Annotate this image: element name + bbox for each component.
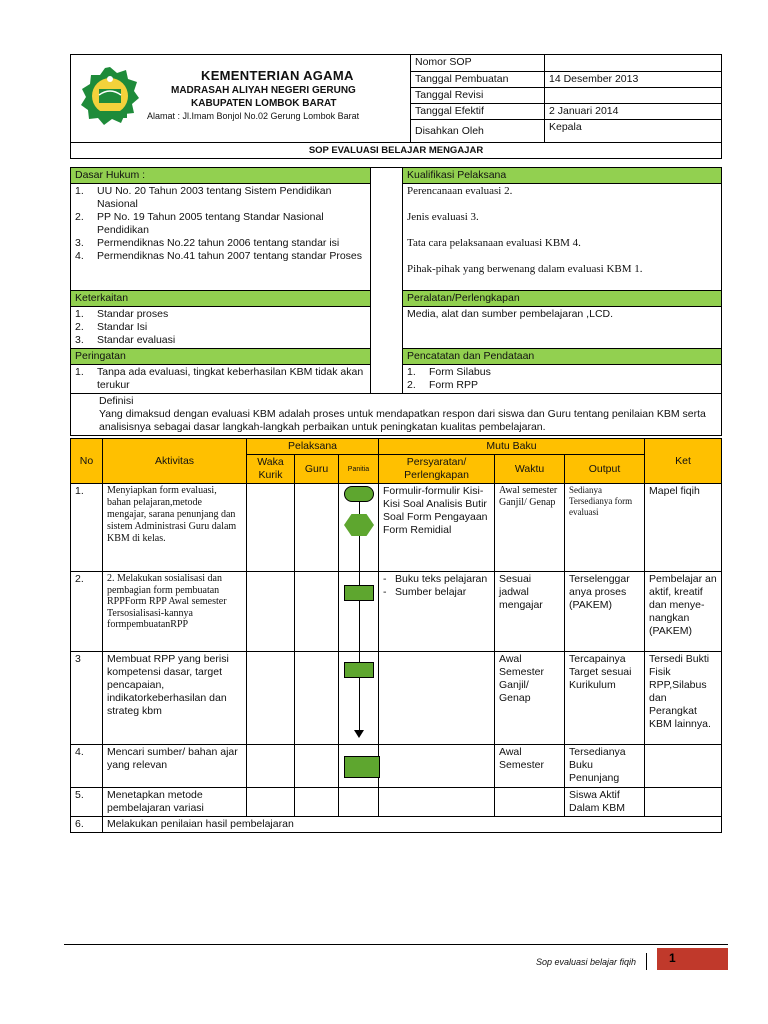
table-row	[71, 572, 722, 652]
row-output: Tercapainya Target sesuai Kurikulum	[565, 652, 645, 745]
row-output: Sedianya Tersedianya form evaluasi	[565, 484, 645, 572]
col-no: No	[71, 439, 103, 484]
school-address: Alamat : Jl.Imam Bonjol No.02 Gerung Lombok Barat	[147, 111, 360, 121]
table-row	[71, 788, 722, 817]
row-ket	[645, 788, 722, 817]
flow-process-box	[344, 756, 380, 778]
list-text: Tanpa ada evaluasi, tingkat keberhasilan KBM tidak akan terukur	[97, 366, 364, 391]
list-number: 1.	[75, 366, 84, 378]
col-guru: Guru	[295, 455, 339, 484]
kualifikasi-item: Pihak-pihak yang berwenang dalam evaluasi KBM 1.	[407, 263, 643, 275]
list-item	[75, 211, 366, 237]
table-row	[71, 817, 722, 833]
dasar-hukum-list	[71, 184, 371, 291]
meta-label: Disahkan Oleh	[411, 120, 545, 143]
persyaratan-item: Buku teks pelajaran	[395, 573, 488, 585]
dasar-hukum-heading: Dasar Hukum :	[71, 168, 371, 184]
list-number: 2.	[407, 379, 416, 391]
page-number: 1	[669, 951, 676, 965]
flow-arrow-down-icon	[354, 730, 364, 738]
list-number: 3.	[75, 237, 84, 249]
list-number: 1.	[75, 308, 84, 320]
row-output: Tersedianya Buku Penunjang	[565, 745, 645, 788]
meta-value: Kepala	[545, 120, 722, 143]
list-text: Standar Isi	[97, 321, 148, 333]
row-waktu: Sesuai jadwal mengajar	[495, 572, 565, 652]
col-waktu: Waktu	[495, 455, 565, 484]
row-output: Siswa Aktif Dalam KBM	[565, 788, 645, 817]
pencatatan-heading: Pencatatan dan Pendataan	[403, 349, 722, 365]
list-text: PP No. 19 Tahun 2005 tentang Standar Nasional Pendidikan	[97, 211, 324, 236]
list-number: 2.	[75, 321, 84, 333]
row-no: 2.	[71, 572, 103, 652]
meta-value: 2 Januari 2014	[545, 104, 722, 120]
col-persyaratan: Persyaratan/ Perlengkapan	[379, 455, 495, 484]
peringatan-heading: Peringatan	[71, 349, 371, 365]
keterkaitan-list	[71, 307, 371, 349]
flow-connector	[359, 678, 360, 734]
list-number: 3.	[75, 334, 84, 346]
kemenag-logo	[79, 65, 141, 127]
row-waktu: Awal Semester	[495, 745, 565, 788]
row-no: 5.	[71, 788, 103, 817]
row-no: 3	[71, 652, 103, 745]
persyaratan-item: Sumber belajar	[395, 586, 467, 598]
kualifikasi-list	[403, 184, 722, 291]
list-text: UU No. 20 Tahun 2003 tentang Sistem Pendidikan Nasional	[97, 185, 332, 210]
peralatan-heading: Peralatan/Perlengkapan	[403, 291, 722, 307]
table-row	[71, 484, 722, 572]
definisi-title: Definisi	[99, 395, 134, 407]
kualifikasi-item: Jenis evaluasi 3.	[407, 211, 479, 223]
row-ket	[645, 745, 722, 788]
footer-text: Sop evaluasi belajar fiqih	[536, 957, 637, 967]
col-waka: Waka Kurik	[247, 455, 295, 484]
definisi-cell	[71, 394, 722, 436]
list-item	[75, 237, 366, 250]
row-waktu: Awal Semester Ganjil/ Genap	[495, 652, 565, 745]
col-panitia: Panitia	[339, 455, 379, 484]
row-aktivitas: Mencari sumber/ bahan ajar yang relevan	[103, 745, 247, 788]
row-no: 1.	[71, 484, 103, 572]
row-aktivitas: Membuat RPP yang berisi kompetensi dasar, target pencapaian, indikatorkeberhasilan dan strateg kbm	[103, 652, 247, 745]
row-aktivitas: 2. Melakukan sosialisasi dan pembagian form pembuatan RPPForm RPP Awal semester Tersosialisasi-kannya formpembuatanRPP	[103, 572, 247, 652]
row-no: 4.	[71, 745, 103, 788]
institution-cell	[71, 55, 411, 143]
flow-connector	[359, 601, 360, 662]
row-ket: Mapel fiqih	[645, 484, 722, 572]
row-waktu	[495, 788, 565, 817]
list-item	[75, 366, 366, 392]
school-name: MADRASAH ALIYAH NEGERI GERUNG	[171, 85, 356, 96]
org-title: KEMENTERIAN AGAMA	[201, 68, 354, 83]
list-item	[75, 308, 366, 321]
district-name: KABUPATEN LOMBOK BARAT	[191, 98, 337, 109]
flow-process-box	[344, 585, 374, 601]
meta-label: Tanggal Pembuatan	[411, 72, 545, 88]
list-number: 4.	[75, 250, 84, 262]
list-text: Standar proses	[97, 308, 169, 320]
sop-title: SOP EVALUASI BELAJAR MENGAJAR	[71, 143, 722, 159]
meta-value: 14 Desember 2013	[545, 72, 722, 88]
list-text: Permendiknas No.22 tahun 2006 tentang standar isi	[97, 237, 340, 249]
peringatan-list	[71, 365, 371, 394]
page-number-badge	[657, 948, 728, 970]
row-no: 6.	[71, 817, 103, 833]
pencatatan-list	[403, 365, 722, 394]
list-text: Form RPP	[429, 379, 479, 391]
col-pelaksana: Pelaksana	[247, 439, 379, 455]
list-item	[407, 379, 717, 392]
col-ket: Ket	[645, 439, 722, 484]
footer-rule	[64, 944, 728, 945]
table-row	[71, 745, 722, 788]
col-output: Output	[565, 455, 645, 484]
meta-value	[545, 55, 722, 72]
list-item	[75, 321, 366, 334]
header-block	[70, 54, 721, 156]
spacer-column	[371, 168, 403, 394]
table-row	[71, 652, 722, 745]
col-mutu-baku: Mutu Baku	[379, 439, 645, 455]
peralatan-text: Media, alat dan sumber pembelajaran ,LCD.	[403, 307, 722, 349]
row-aktivitas: Menyiapkan form evaluasi, bahan pelajaran,metode mengajar, sarana penunjang dan sistem Administrasi Guru dalam KBM di kelas.	[103, 484, 247, 572]
meta-label: Tanggal Efektif	[411, 104, 545, 120]
kualifikasi-item: Tata cara pelaksanaan evaluasi KBM 4.	[407, 237, 581, 249]
list-text: Standar evaluasi	[97, 334, 176, 346]
list-number: 1.	[407, 366, 416, 378]
list-item	[407, 366, 717, 379]
row-persyaratan: Formulir-formulir Kisi-Kisi Soal Analisis Butir Soal Form Pengayaan Form Remidial	[379, 484, 495, 572]
meta-value	[545, 88, 722, 104]
row-ket: Pembelajar an aktif, kreatif dan menye-nangkan (PAKEM)	[645, 572, 722, 652]
flow-connector	[359, 536, 360, 585]
row-output: Terselenggar anya proses (PAKEM)	[565, 572, 645, 652]
row-aktivitas: Melakukan penilaian hasil pembelajaran	[103, 817, 722, 833]
procedure-table	[70, 438, 721, 833]
definisi-text: Yang dimaksud dengan evaluasi KBM adalah proses untuk mendapatkan respon dari siswa dan Guru tentang penilaian KBM serta analisisnya sebagai dasar langkah-langkah perbaikan untuk peningkatan kualitas pembelajaran.	[99, 408, 706, 433]
list-number: 2.	[75, 211, 84, 223]
list-item	[75, 185, 366, 211]
kualifikasi-item: Perencanaan evaluasi 2.	[407, 185, 513, 197]
row-persyaratan	[379, 745, 495, 788]
row-waktu: Awal semester Ganjil/ Genap	[495, 484, 565, 572]
list-number: 1.	[75, 185, 84, 197]
meta-label: Nomor SOP	[411, 55, 545, 72]
row-ket: Tersedi Bukti Fisik RPP,Silabus dan Perangkat KBM lainnya.	[645, 652, 722, 745]
flow-start-terminator	[344, 486, 374, 502]
flow-process-box	[344, 662, 374, 678]
row-persyaratan: - Buku teks pelajaran - Sumber belajar	[379, 572, 495, 652]
kualifikasi-heading: Kualifikasi Pelaksana	[403, 168, 722, 184]
col-aktivitas: Aktivitas	[103, 439, 247, 484]
flow-connector	[359, 502, 360, 514]
list-text: Form Silabus	[429, 366, 491, 378]
footer-separator	[646, 953, 647, 970]
row-persyaratan	[379, 652, 495, 745]
list-item	[75, 250, 366, 263]
row-persyaratan	[379, 788, 495, 817]
row-aktivitas: Menetapkan metode pembelajaran variasi	[103, 788, 247, 817]
info-block	[70, 167, 721, 436]
meta-label: Tanggal Revisi	[411, 88, 545, 104]
list-text: Permendiknas No.41 tahun 2007 tentang standar Proses	[97, 250, 363, 262]
keterkaitan-heading: Keterkaitan	[71, 291, 371, 307]
list-item	[75, 334, 366, 347]
